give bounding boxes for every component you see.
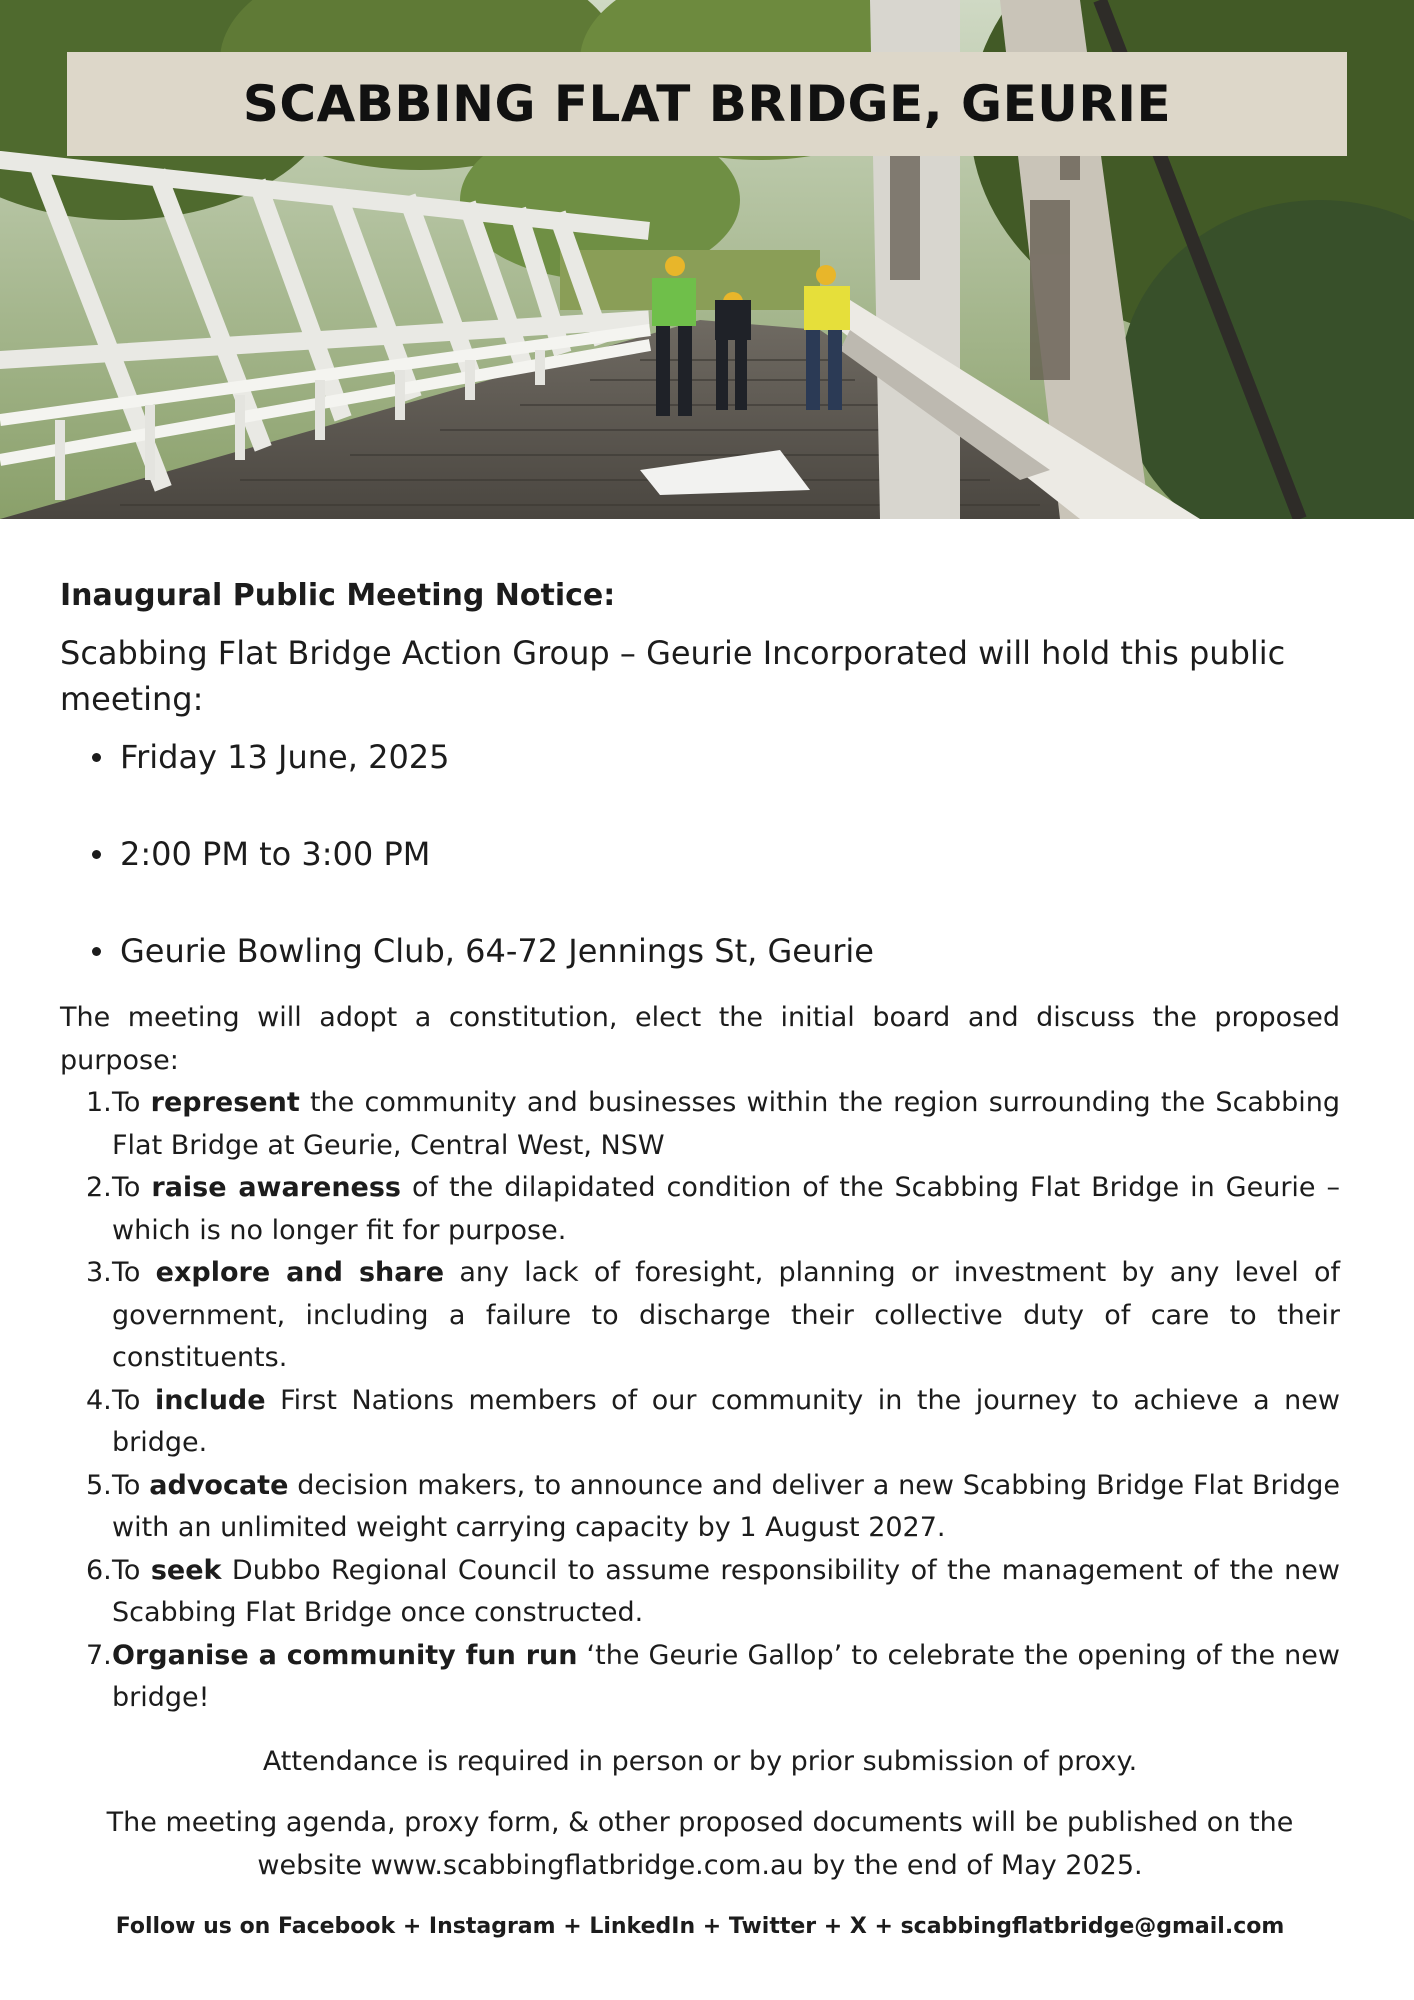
purpose-list [60, 1082, 1340, 1720]
title-banner [67, 52, 1347, 156]
meeting-venue: Geurie Bowling Club, 64-72 Jennings St, Geurie [60, 928, 1340, 974]
meeting-date: Friday 13 June, 2025 [60, 734, 1340, 780]
purpose-item: 7. Organise a community fun run ‘the Geurie Gallop’ to celebrate the opening of the new bridge! [86, 1639, 1340, 1713]
page-title: SCABBING FLAT BRIDGE, GEURIE [242, 75, 1172, 133]
bullet-icon [92, 753, 101, 762]
agenda-note: The meeting agenda, proxy form, & other proposed documents will be published on the website www.scabbingflatbridge.com.au by the end of May 2025. [106, 1806, 1294, 1881]
meeting-details-list [60, 734, 1340, 974]
bullet-icon [92, 850, 101, 859]
social-follow-line: Follow us on Facebook + Instagram + LinkedIn + Twitter + X + scabbingflatbridge@gmail.com [115, 1913, 1285, 1939]
intro-text: Scabbing Flat Bridge Action Group – Geurie Incorporated will hold this public meeting: [60, 634, 1286, 718]
attendance-note: Attendance is required in person or by prior submission of proxy. [262, 1745, 1138, 1777]
purpose-item: 5. To advocate decision makers, to announce and deliver a new Scabbing Bridge Flat Bridge with an unlimited weight carrying capacity by 1 August 2027. [86, 1469, 1340, 1543]
purpose-intro: The meeting will adopt a constitution, elect the initial board and discuss the proposed purpose: [60, 1002, 1340, 1076]
notice-content [60, 572, 1340, 1943]
bullet-icon [92, 947, 101, 956]
meeting-time: 2:00 PM to 3:00 PM [60, 831, 1340, 877]
header-photo [0, 0, 1414, 519]
purpose-item: 4. To include First Nations members of our community in the journey to achieve a new bridge. [86, 1384, 1340, 1458]
notice-heading: Inaugural Public Meeting Notice: [60, 578, 616, 613]
purpose-item: 6. To seek Dubbo Regional Council to assume responsibility of the management of the new Scabbing Flat Bridge once constructed. [86, 1554, 1340, 1628]
purpose-item: 1. To represent the community and businesses within the region surrounding the Scabbing Flat Bridge at Geurie, Central West, NSW [86, 1087, 1340, 1161]
purpose-item: 3. To explore and share any lack of foresight, planning or investment by any level of government, including a failure to discharge their collective duty of care to their constituents. [86, 1257, 1340, 1373]
purpose-item: 2. To raise awareness of the dilapidated condition of the Scabbing Flat Bridge in Geurie – which is no longer fit for purpose. [86, 1172, 1340, 1246]
